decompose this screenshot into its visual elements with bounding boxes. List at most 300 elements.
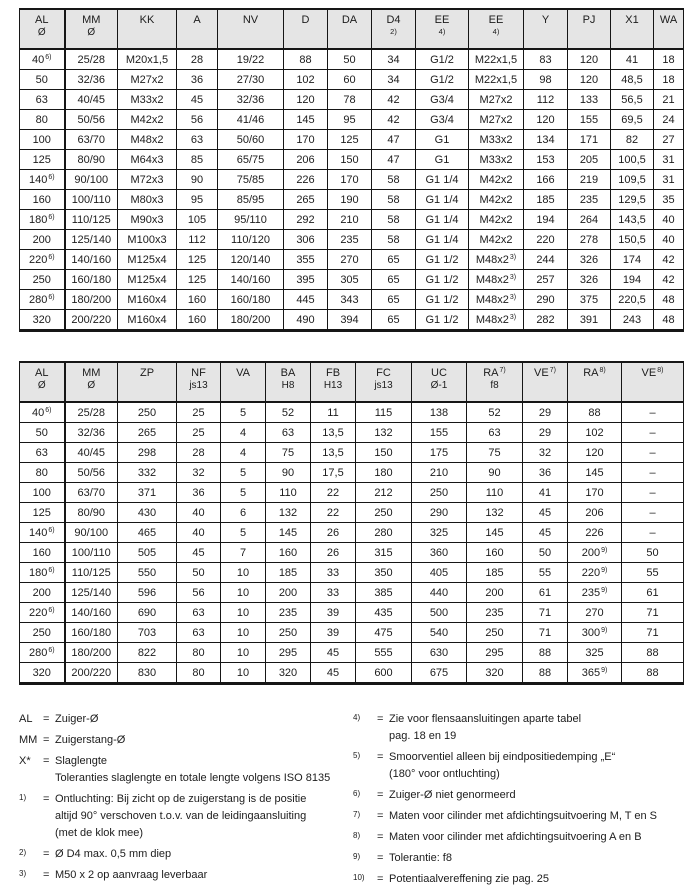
- table-cell: 63: [266, 423, 311, 443]
- table-cell: 90: [467, 463, 523, 483]
- table-cell: M48x2$^{3)}$: [469, 310, 524, 331]
- footnote-text: Zuiger-Ø niet genormeerd: [389, 789, 516, 801]
- table-cell: 29: [523, 402, 568, 423]
- table-cell: 343: [328, 290, 372, 310]
- table-cell: 235: [328, 230, 372, 250]
- table-cell: 200: [20, 230, 65, 250]
- column-header: NF js13: [177, 362, 221, 402]
- table-cell: 48: [654, 310, 684, 331]
- table-cell: –: [622, 423, 684, 443]
- table-cell: 540: [412, 623, 467, 643]
- table-cell: 465: [118, 523, 177, 543]
- table-cell: 40$^{6)}$: [20, 402, 65, 423]
- table-cell: 40: [654, 230, 684, 250]
- table-row: [20, 70, 684, 90]
- table-cell: 32: [177, 463, 221, 483]
- footnote-equals: =: [377, 852, 384, 864]
- table-cell: 10: [221, 583, 266, 603]
- table-cell: 292: [284, 210, 328, 230]
- table-cell: 63/70: [65, 130, 118, 150]
- footnote-text: Ontluchting: Bij zicht op de zuigerstang is de positie altijd 90° verschoven t.o.v. van de leidingaansluiting (met de klok mee): [55, 793, 307, 839]
- table-cell: 430: [118, 503, 177, 523]
- table-cell: 28: [177, 443, 221, 463]
- table-cell: 490: [284, 310, 328, 331]
- footnote-item: [353, 787, 691, 804]
- table-cell: 270: [328, 250, 372, 270]
- table-cell: 40/45: [65, 443, 118, 463]
- column-header: VA: [221, 362, 266, 402]
- table-cell: 83: [524, 49, 568, 70]
- table-cell: 40: [654, 210, 684, 230]
- table-1-header: [20, 9, 684, 49]
- table-cell: 405: [412, 563, 467, 583]
- table-cell: M22x1,5: [469, 70, 524, 90]
- table-cell: 50: [622, 543, 684, 563]
- table-cell: 125: [20, 150, 65, 170]
- table-cell: 200: [266, 583, 311, 603]
- table-cell: 13,5: [311, 423, 356, 443]
- table-cell: 822: [118, 643, 177, 663]
- table-cell: 71: [622, 603, 684, 623]
- table-cell: M22x1,5: [469, 49, 524, 70]
- table-cell: 391: [568, 310, 611, 331]
- footnote-equals: =: [377, 789, 384, 801]
- table-cell: 210: [328, 210, 372, 230]
- table-cell: 50: [20, 70, 65, 90]
- table-cell: 174: [611, 250, 654, 270]
- table-cell: 100: [20, 483, 65, 503]
- table-cell: 36: [523, 463, 568, 483]
- column-header: FC js13: [356, 362, 412, 402]
- table-cell: M64x3: [118, 150, 177, 170]
- table-cell: 41: [611, 49, 654, 70]
- footnote-label: 2): [19, 848, 27, 857]
- table-cell: 55: [622, 563, 684, 583]
- table-1-body: [20, 49, 684, 331]
- table-cell: 180/200: [65, 290, 118, 310]
- table-cell: 133: [568, 90, 611, 110]
- table-cell: 125: [328, 130, 372, 150]
- table-cell: 5: [221, 483, 266, 503]
- table-cell: M125x4: [118, 270, 177, 290]
- table-cell: 206: [284, 150, 328, 170]
- table-cell: 80/90: [65, 503, 118, 523]
- column-header: KK: [118, 9, 177, 49]
- table-cell: 36: [177, 483, 221, 503]
- table-cell: 282: [524, 310, 568, 331]
- table-cell: 226: [284, 170, 328, 190]
- table-row: [20, 210, 684, 230]
- footnote-text: M50 x 2 op aanvraag leverbaar: [55, 869, 208, 881]
- table-cell: 550: [118, 563, 177, 583]
- table-cell: 445: [284, 290, 328, 310]
- table-cell: 200: [467, 583, 523, 603]
- column-header: X1: [611, 9, 654, 49]
- table-cell: 40/45: [65, 90, 118, 110]
- table-cell: 212: [356, 483, 412, 503]
- table-cell: G1 1/4: [416, 190, 469, 210]
- footnote-label: 10): [353, 873, 365, 882]
- table-cell: –: [622, 463, 684, 483]
- table-cell: 306: [284, 230, 328, 250]
- column-header: NV: [218, 9, 284, 49]
- table-cell: 90/100: [65, 523, 118, 543]
- column-header: FB H13: [311, 362, 356, 402]
- table-row: [20, 110, 684, 130]
- table-cell: 63: [177, 603, 221, 623]
- table-cell: 140$^{6)}$: [20, 170, 65, 190]
- table-cell: G1 1/2: [416, 310, 469, 331]
- table-cell: 95/110: [218, 210, 284, 230]
- table-row: [20, 290, 684, 310]
- table-cell: M42x2: [469, 230, 524, 250]
- table-cell: 180$^{6)}$: [20, 563, 65, 583]
- table-cell: 185: [524, 190, 568, 210]
- table-cell: 200/220: [65, 663, 118, 684]
- table-cell: 120: [284, 90, 328, 110]
- table-cell: 235: [266, 603, 311, 623]
- footnote-equals: =: [43, 869, 50, 881]
- table-cell: 250: [356, 503, 412, 523]
- table-cell: 180/200: [65, 643, 118, 663]
- footnote-text: Potentiaalvereffening zie pag. 25: [389, 873, 550, 885]
- table-cell: 41/46: [218, 110, 284, 130]
- table-cell: 155: [412, 423, 467, 443]
- table-cell: 32/36: [65, 423, 118, 443]
- table-cell: 219: [568, 170, 611, 190]
- footnote-item: [19, 732, 353, 749]
- table-cell: 80/90: [65, 150, 118, 170]
- table-cell: 10: [221, 563, 266, 583]
- table-cell: 325: [412, 523, 467, 543]
- table-cell: 28: [177, 49, 218, 70]
- table-cell: 90: [177, 170, 218, 190]
- table-cell: M33x2: [118, 90, 177, 110]
- footnote-label: 5): [353, 751, 361, 760]
- table-cell: 180$^{6)}$: [20, 210, 65, 230]
- table-cell: 120/140: [218, 250, 284, 270]
- table-cell: 160: [20, 190, 65, 210]
- table-cell: 40: [177, 503, 221, 523]
- footnote-label: 4): [353, 713, 361, 722]
- column-header: VE$^{7)}$: [523, 362, 568, 402]
- table-cell: 385: [356, 583, 412, 603]
- table-cell: 90/100: [65, 170, 118, 190]
- table-cell: 26: [311, 543, 356, 563]
- column-header: PJ: [568, 9, 611, 49]
- table-cell: 250: [467, 623, 523, 643]
- table-cell: 120: [568, 443, 622, 463]
- table-cell: 80: [177, 643, 221, 663]
- table-cell: 326: [568, 270, 611, 290]
- footnote-equals: =: [377, 873, 384, 885]
- table-cell: 170: [284, 130, 328, 150]
- table-cell: 58: [372, 190, 416, 210]
- table-cell: G1 1/2: [416, 270, 469, 290]
- table-cell: 110/125: [65, 210, 118, 230]
- table-cell: 88: [523, 663, 568, 684]
- table-row: [20, 250, 684, 270]
- table-cell: G1 1/2: [416, 290, 469, 310]
- table-cell: G1/2: [416, 70, 469, 90]
- cylinder-dimensions-table-2: [19, 361, 684, 685]
- footnotes-section: [19, 711, 691, 892]
- table-cell: 42: [654, 270, 684, 290]
- table-cell: 320: [20, 663, 65, 684]
- table-cell: 63: [177, 130, 218, 150]
- table-cell: 45: [177, 543, 221, 563]
- table-cell: 18: [654, 70, 684, 90]
- table-cell: 206: [568, 503, 622, 523]
- table-cell: 210: [412, 463, 467, 483]
- table-cell: 505: [118, 543, 177, 563]
- table-cell: 88: [568, 402, 622, 423]
- table-cell: 4: [221, 423, 266, 443]
- table-row: [20, 543, 684, 563]
- table-cell: 305: [328, 270, 372, 290]
- table-cell: 250: [20, 623, 65, 643]
- table-cell: 13,5: [311, 443, 356, 463]
- table-cell: 265: [284, 190, 328, 210]
- table-2-body: [20, 402, 684, 684]
- column-header: EE 4): [416, 9, 469, 49]
- table-cell: 630: [412, 643, 467, 663]
- footnote-item: [353, 711, 691, 745]
- table-cell: 5: [221, 523, 266, 543]
- table-cell: 200/220: [65, 310, 118, 331]
- table-2-header: [20, 362, 684, 402]
- table-cell: 56: [177, 110, 218, 130]
- table-cell: 244: [524, 250, 568, 270]
- table-cell: M90x3: [118, 210, 177, 230]
- footnote-equals: =: [377, 751, 384, 763]
- table-cell: 265: [118, 423, 177, 443]
- table-cell: 295: [467, 643, 523, 663]
- table-cell: 42: [654, 250, 684, 270]
- table-cell: 200: [20, 583, 65, 603]
- table-cell: 71: [523, 623, 568, 643]
- footnote-equals: =: [43, 734, 50, 746]
- footnote-text: Ø D4 max. 0,5 mm diep: [55, 848, 172, 860]
- table-cell: 326: [568, 250, 611, 270]
- table-cell: G3/4: [416, 110, 469, 130]
- table-cell: M42x2: [118, 110, 177, 130]
- table-cell: –: [622, 523, 684, 543]
- table-cell: 555: [356, 643, 412, 663]
- footnote-item: [19, 867, 353, 884]
- footnote-item: [19, 711, 353, 728]
- table-cell: 132: [266, 503, 311, 523]
- column-header: UC Ø-1: [412, 362, 467, 402]
- cylinder-dimensions-table-1: [19, 8, 684, 332]
- table-cell: 25/28: [65, 49, 118, 70]
- table-cell: 235: [568, 190, 611, 210]
- table-cell: 80: [20, 463, 65, 483]
- table-cell: M125x4: [118, 250, 177, 270]
- footnote-text: Maten voor cilinder met afdichtingsuitvoering A en B: [389, 831, 642, 843]
- footnote-label: 9): [353, 852, 361, 861]
- table-cell: 65/75: [218, 150, 284, 170]
- column-header: AL Ø: [20, 362, 65, 402]
- footnote-equals: =: [43, 848, 50, 860]
- footnote-equals: =: [377, 713, 384, 725]
- footnote-item: [19, 791, 353, 842]
- table-cell: 75/85: [218, 170, 284, 190]
- table-cell: 300$^{9)}$: [568, 623, 622, 643]
- table-cell: M42x2: [469, 190, 524, 210]
- table-cell: –: [622, 402, 684, 423]
- table-cell: M27x2: [118, 70, 177, 90]
- table-cell: 160/180: [65, 270, 118, 290]
- table-cell: 50: [523, 543, 568, 563]
- table-cell: 125: [177, 250, 218, 270]
- footnote-label: AL: [19, 713, 33, 725]
- table-cell: 5: [221, 402, 266, 423]
- table-cell: 129,5: [611, 190, 654, 210]
- table-cell: 41: [523, 483, 568, 503]
- table-cell: 85: [177, 150, 218, 170]
- table-cell: 185: [467, 563, 523, 583]
- table-cell: 47: [372, 150, 416, 170]
- footnote-label: 1): [19, 793, 27, 802]
- table-row: [20, 643, 684, 663]
- table-cell: 194: [524, 210, 568, 230]
- table-cell: 350: [356, 563, 412, 583]
- table-cell: 29: [523, 423, 568, 443]
- footnote-equals: =: [43, 793, 50, 805]
- table-cell: 175: [412, 443, 467, 463]
- table-cell: 220: [524, 230, 568, 250]
- table-cell: 138: [412, 402, 467, 423]
- table-cell: 32: [523, 443, 568, 463]
- table-cell: 155: [568, 110, 611, 130]
- table-cell: 160: [266, 543, 311, 563]
- table-cell: 180: [356, 463, 412, 483]
- table-cell: 6: [221, 503, 266, 523]
- header-row: [20, 9, 684, 49]
- table-cell: 194: [611, 270, 654, 290]
- column-header: WA: [654, 9, 684, 49]
- table-cell: 11: [311, 402, 356, 423]
- table-cell: 40$^{6)}$: [20, 49, 65, 70]
- table-cell: 264: [568, 210, 611, 230]
- table-cell: 88: [284, 49, 328, 70]
- table-cell: 375: [568, 290, 611, 310]
- table-cell: 112: [524, 90, 568, 110]
- footnote-text: Tolerantie: f8: [389, 852, 452, 864]
- table-cell: 180/200: [218, 310, 284, 331]
- table-cell: 145: [568, 463, 622, 483]
- footnote-label: X*: [19, 755, 31, 767]
- table-cell: M48x2: [118, 130, 177, 150]
- table-cell: 100/110: [65, 190, 118, 210]
- table-row: [20, 523, 684, 543]
- table-cell: 250: [412, 483, 467, 503]
- table-cell: 65: [372, 310, 416, 331]
- table-cell: 63: [177, 623, 221, 643]
- table-cell: 21: [654, 90, 684, 110]
- table-cell: 102: [568, 423, 622, 443]
- footnote-label: 7): [353, 810, 361, 819]
- footnote-text: Maten voor cilinder met afdichtingsuitvoering M, T en S: [389, 810, 658, 822]
- table-cell: 65: [372, 290, 416, 310]
- table-cell: 171: [568, 130, 611, 150]
- table-cell: 25: [177, 402, 221, 423]
- table-cell: M33x2: [469, 150, 524, 170]
- footnote-item: [19, 846, 353, 863]
- table-cell: 100/110: [65, 543, 118, 563]
- table-cell: 10: [221, 623, 266, 643]
- table-cell: 435: [356, 603, 412, 623]
- table-cell: 125/140: [65, 583, 118, 603]
- table-cell: 4: [221, 443, 266, 463]
- table-cell: 298: [118, 443, 177, 463]
- table-cell: M42x2: [469, 170, 524, 190]
- table-cell: 45: [311, 643, 356, 663]
- table-cell: 280$^{6)}$: [20, 290, 65, 310]
- table-cell: 63/70: [65, 483, 118, 503]
- table-row: [20, 423, 684, 443]
- table-cell: 170: [568, 483, 622, 503]
- table-cell: 10: [221, 603, 266, 623]
- table-cell: 45: [523, 503, 568, 523]
- table-cell: 63: [467, 423, 523, 443]
- table-cell: 58: [372, 210, 416, 230]
- table-cell: 160: [177, 290, 218, 310]
- table-cell: 185: [266, 563, 311, 583]
- table-cell: 50/56: [65, 463, 118, 483]
- table-cell: 17,5: [311, 463, 356, 483]
- table-cell: M48x2$^{3)}$: [469, 270, 524, 290]
- table-cell: 150,5: [611, 230, 654, 250]
- table-cell: 160: [177, 310, 218, 331]
- table-cell: 320: [266, 663, 311, 684]
- table-cell: 140/160: [65, 250, 118, 270]
- table-cell: 48: [654, 290, 684, 310]
- table-cell: 132: [356, 423, 412, 443]
- footnote-equals: =: [43, 713, 50, 725]
- table-cell: 125: [20, 503, 65, 523]
- table-cell: 82: [611, 130, 654, 150]
- table-cell: M42x2: [469, 210, 524, 230]
- table-cell: 200$^{9)}$: [568, 543, 622, 563]
- column-header: AL Ø: [20, 9, 65, 49]
- table-cell: 33: [311, 583, 356, 603]
- table-cell: M80x3: [118, 190, 177, 210]
- table-cell: 10: [221, 663, 266, 684]
- table-cell: 250: [118, 402, 177, 423]
- table-cell: 32/36: [218, 90, 284, 110]
- table-row: [20, 49, 684, 70]
- table-cell: M48x2$^{3)}$: [469, 290, 524, 310]
- table-cell: M27x2: [469, 90, 524, 110]
- table-cell: 120: [524, 110, 568, 130]
- footnote-item: [353, 749, 691, 783]
- footnotes-left-column: [19, 711, 353, 892]
- table-cell: 31: [654, 150, 684, 170]
- table-cell: G1 1/4: [416, 170, 469, 190]
- table-cell: 190: [328, 190, 372, 210]
- footnote-label: MM: [19, 734, 38, 746]
- footnote-label: 6): [353, 789, 361, 798]
- table-cell: 270: [568, 603, 622, 623]
- table-cell: 278: [568, 230, 611, 250]
- table-cell: 160: [20, 543, 65, 563]
- table-cell: 170: [328, 170, 372, 190]
- column-header: BA H8: [266, 362, 311, 402]
- footnote-equals: =: [377, 831, 384, 843]
- table-cell: 290: [524, 290, 568, 310]
